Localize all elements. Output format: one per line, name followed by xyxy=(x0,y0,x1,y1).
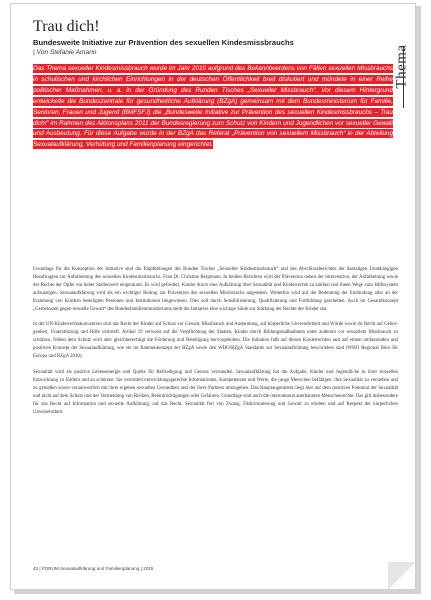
article-body xyxy=(33,266,398,424)
article-subtitle: Bundesweite Initiative zur Prävention des sexuellen Kindesmissbrauchs xyxy=(33,38,294,47)
article-intro xyxy=(33,64,393,151)
body-paragraph: In der UN-Kinderrechtskonvention sind das Recht der Kinder auf Schutz vor Gewalt, Missbrauch und Ausbeutung, auf körperliche Unversehrtheit und Würde sowie ihr Recht auf Geborgenheit, Unterstützung und Hilfe verbrieft. Artikel 19 verweist auf die Verpflichtung der Staaten, Kinder durch Bildungsmaßnahmen unter anderem vor sexuellem Missbrauch zu schützen. Neben dem Schutz wird aber gleichberechtigt die Förderung und Beteiligung hervorgehoben. Die Initiative fußt auf diesen Kinderrechten und auf einem umfassenden und positiven Konzept der Sexualaufklärung, wie sie im Rahmenkonzept der BZgA sowie den WHO/BZgA Standards zur Sexualaufklärung beschrieben sind (WHO Regional Büro für Europa und BZgA 2010). xyxy=(33,322,398,360)
section-label: Thema xyxy=(393,44,410,89)
body-paragraph: Grundlage für die Konzeption der Initiative sind die Empfehlungen des Runden Tisches „Sexueller Kindesmissbrauch“ und des Abschlussberichtes der damaligen Unabhängigen Beauftragten zur Aufarbeitung des sexuellen Kindesmissbrauchs, Frau Dr. Christine Bergmann. In beiden Berichten wird der Prävention neben der Intervention, der Aufarbeitung sowie der Rechte der Opfer ein hoher Stellenwert eingeräumt. Es wird gefordert, Kinder durch eine Aufklärung über Sexualität und Kinderrechte zu stärken und ihnen Wege zum Hilfesystem aufzuzeigen. Sexualaufklärung wird als ein wichtiger Beitrag zur Prävention des sexuellen Missbrauchs angesehen. Weiterhin wird auf die Bedeutung der Einbindung aller an der Erziehung von Kindern beteiligten Personen und Institutionen hingewiesen. Dies soll durch Sensibilisierung, Qualifizierung und Fortbildung geschehen. Auch im Gesamtkonzept „Gemeinsam gegen sexuelle Gewalt“ des Bundesfamilienministeriums stellt die Initiative eine wichtige Säule zur Stärkung der Rechte der Kinder dar. xyxy=(33,267,398,312)
page-footer: 43 | FORUM Sexualaufklärung und Familienplanung | 2015 xyxy=(33,566,154,571)
body-paragraph: Sexualität wird als positive Lebensenergie und Quelle für Befriedigung und Genuss verstanden. Sexualaufklärung hat die Aufgabe, Kinder und Jugendliche in ihrer sexuellen Entwicklung zu fördern und zu schützen. Sie vermittelt entwicklungsgerechte Informationen, Kompetenzen und Werte, die junge Menschen befähigen, ihre Sexualität zu verstehen und zu genießen sowie verantwortlich mit ihrer eigenen sexuellen Gesundheit und der ihres Partners umzugehen. Das Hauptaugenmerk liegt hier auf dem positiven Potential der Sexualität und nicht auf dem Schutz und der Vermeidung von Risiken, Beeinträchtigungen oder Gefahren. Grundlage sind auch die international anerkannten Menschenrechte. Das gilt insbesondere für das Recht auf Information und sexuelle Aufklärung, auf das Recht, Sexualität frei von Zwang, Diskriminierung und Gewalt zu erleben und auf Respekt der körperlichen Unversehrtheit. xyxy=(33,369,398,415)
page-curl xyxy=(388,562,416,590)
intro-highlight: Das Thema sexueller Kindesmissbrauch wurde im Jahr 2010 aufgrund des Bekanntwerdens von Fällen sexuellen Missbrauchs in schulischen und kirchlichen Einrichtungen in der deutschen Öffentlichkeit breit diskutiert und mündete in einer Reihe politischer Maßnahmen, u. a. in der Gründung des Runden Tisches „Sexueller Missbrauch“. Vor diesem Hintergrund entwickelte die Bundeszentrale für gesundheitliche Aufklärung (BZgA) gemeinsam mit dem Bundesministerium für Familie, Senioren, Frauen und Jugend (BMFSFJ) die „Bundesweite Initiative zur Prävention des sexuellen Kindesmissbrauchs – Trau dich!“ im Rahmen des Aktionsplans 2011 der Bundesregierung zum Schutz von Kindern und Jugendlichen vor sexueller Gewalt und Ausbeutung. Für diese Aufgabe wurde in der BZgA das Referat „Prävention von sexuellem Missbrauch“ in der Abteilung Sexualaufklärung, Verhütung und Familienplanung eingerichtet. xyxy=(33,65,393,149)
article-author: | Von Stefanie Amann xyxy=(33,49,97,56)
document-page xyxy=(10,3,416,590)
article-title: Trau dich! xyxy=(33,18,100,35)
